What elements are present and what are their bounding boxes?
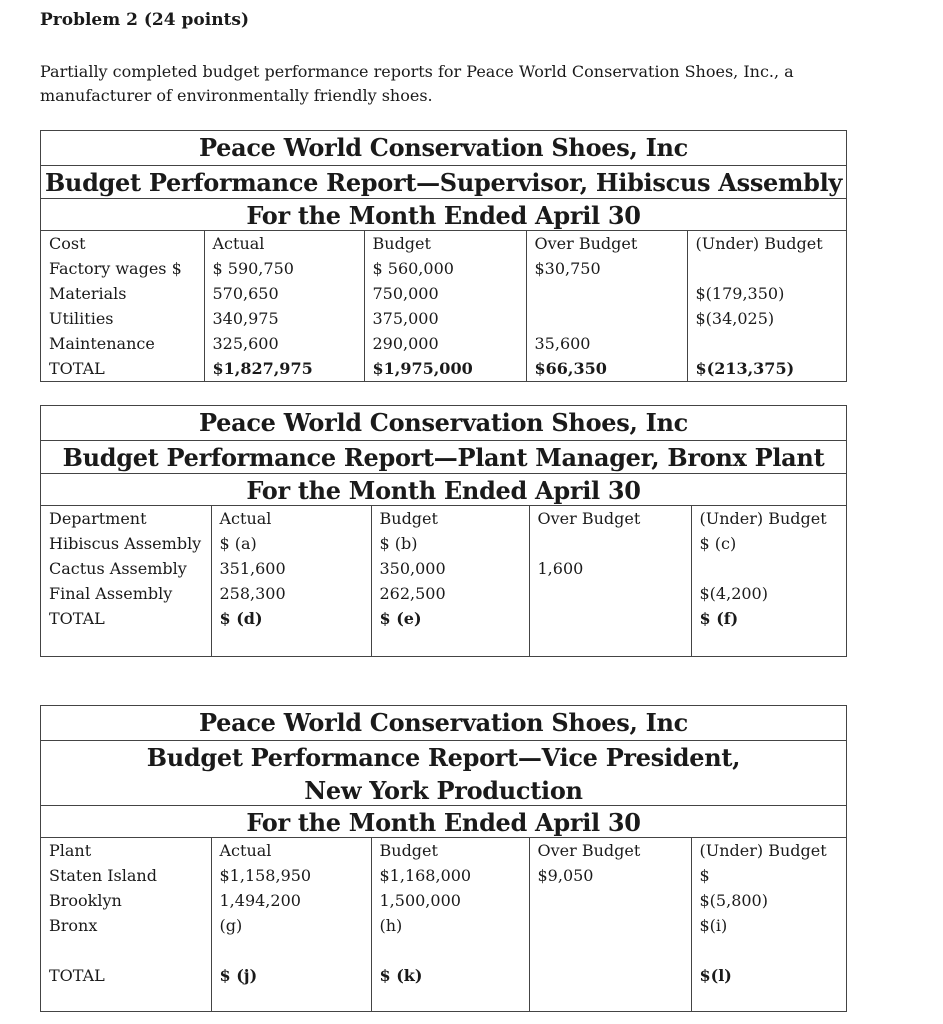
total-cell: $ (e) <box>371 606 529 656</box>
column-header: Over Budget <box>529 838 691 863</box>
report-period: For the Month Ended April 30 <box>41 806 846 838</box>
table-row <box>41 256 848 281</box>
report-table <box>41 506 848 656</box>
total-label: TOTAL <box>49 359 105 378</box>
table-row <box>41 331 848 356</box>
table-row <box>41 281 848 306</box>
column-header: (Under) Budget <box>691 838 848 863</box>
cell: $ <box>691 863 848 888</box>
cell: Final Assembly <box>49 584 173 603</box>
column-header: Budget <box>364 231 526 256</box>
total-cell: $(213,375) <box>687 356 848 381</box>
report-table <box>41 838 848 1011</box>
cell: Bronx <box>49 916 98 935</box>
total-cell: $ (j) <box>211 963 371 1011</box>
table-row <box>41 863 848 888</box>
column-header: Actual <box>204 231 364 256</box>
total-row <box>41 356 848 381</box>
total-cell: $1,975,000 <box>364 356 526 381</box>
table-header-row <box>41 231 848 256</box>
report-period: For the Month Ended April 30 <box>41 474 846 506</box>
cell: $(179,350) <box>687 281 848 306</box>
column-header: Department <box>49 509 147 528</box>
cell: 351,600 <box>211 556 371 581</box>
cell: 375,000 <box>364 306 526 331</box>
cell <box>529 531 691 556</box>
cell: $30,750 <box>526 256 687 281</box>
cell: 262,500 <box>371 581 529 606</box>
cell: Hibiscus Assembly <box>49 534 202 553</box>
total-label: TOTAL <box>49 609 105 628</box>
table-row <box>41 913 848 963</box>
cell: Utilities <box>49 309 114 328</box>
cell <box>526 306 687 331</box>
cell: 1,494,200 <box>211 888 371 913</box>
total-cell: $66,350 <box>526 356 687 381</box>
cell: Brooklyn <box>49 891 122 910</box>
report-title: Budget Performance Report—Plant Manager, Bronx Plant <box>41 441 846 474</box>
cell: $ 560,000 <box>364 256 526 281</box>
report-plant-manager <box>40 405 847 657</box>
cell: $1,158,950 <box>211 863 371 888</box>
table-row <box>41 888 848 913</box>
total-cell <box>529 963 691 1011</box>
report-title: Budget Performance Report—Vice President, New York Production <box>41 741 846 806</box>
cell: $ 590,750 <box>204 256 364 281</box>
problem-heading: Problem 2 (24 points) <box>40 10 250 30</box>
total-row <box>41 963 848 1011</box>
cell: $ (c) <box>691 531 848 556</box>
cell: $ (a) <box>211 531 371 556</box>
cell <box>691 556 848 581</box>
total-cell: $(l) <box>691 963 848 1011</box>
table-header-row <box>41 506 848 531</box>
cell: 1,500,000 <box>371 888 529 913</box>
column-header: Actual <box>211 838 371 863</box>
total-cell: $1,827,975 <box>204 356 364 381</box>
cell: Materials <box>49 284 127 303</box>
column-header: Plant <box>49 841 92 860</box>
cell: $(4,200) <box>691 581 848 606</box>
total-cell: $ (d) <box>211 606 371 656</box>
cell: 570,650 <box>204 281 364 306</box>
cell: Maintenance <box>49 334 155 353</box>
cell: Staten Island <box>49 866 157 885</box>
report-company: Peace World Conservation Shoes, Inc <box>41 131 846 166</box>
cell: $(5,800) <box>691 888 848 913</box>
table-row <box>41 531 848 556</box>
cell: $(i) <box>691 913 848 963</box>
cell: 258,300 <box>211 581 371 606</box>
report-company: Peace World Conservation Shoes, Inc <box>41 706 846 741</box>
column-header: Budget <box>371 838 529 863</box>
cell: 750,000 <box>364 281 526 306</box>
total-row <box>41 606 848 656</box>
column-header: Cost <box>49 234 86 253</box>
table-row <box>41 556 848 581</box>
column-header: Over Budget <box>526 231 687 256</box>
table-row <box>41 306 848 331</box>
report-vice-president <box>40 705 847 1012</box>
column-header: Budget <box>371 506 529 531</box>
cell <box>687 331 848 356</box>
cell: 340,975 <box>204 306 364 331</box>
cell: (h) <box>371 913 529 963</box>
report-company: Peace World Conservation Shoes, Inc <box>41 406 846 441</box>
report-table <box>41 231 848 381</box>
column-header: (Under) Budget <box>691 506 848 531</box>
total-label: TOTAL <box>49 966 105 985</box>
cell: 1,600 <box>529 556 691 581</box>
cell <box>526 281 687 306</box>
cell: $ (b) <box>371 531 529 556</box>
problem-intro: Partially completed budget performance reports for Peace World Conservation Shoes, Inc., a manufacturer of environmentally friendly shoes. <box>40 62 794 105</box>
cell: 325,600 <box>204 331 364 356</box>
cell: 290,000 <box>364 331 526 356</box>
cell: 350,000 <box>371 556 529 581</box>
cell: Cactus Assembly <box>49 559 187 578</box>
cell: 35,600 <box>526 331 687 356</box>
report-title: Budget Performance Report—Supervisor, Hibiscus Assembly <box>41 166 846 199</box>
column-header: Over Budget <box>529 506 691 531</box>
total-cell: $ (f) <box>691 606 848 656</box>
cell <box>529 581 691 606</box>
cell: (g) <box>211 913 371 963</box>
total-cell <box>529 606 691 656</box>
cell: $9,050 <box>529 863 691 888</box>
cell <box>529 913 691 963</box>
table-row <box>41 581 848 606</box>
column-header: (Under) Budget <box>687 231 848 256</box>
table-header-row <box>41 838 848 863</box>
cell: $1,168,000 <box>371 863 529 888</box>
cell: Factory wages $ <box>49 259 182 278</box>
report-period: For the Month Ended April 30 <box>41 199 846 231</box>
cell: $(34,025) <box>687 306 848 331</box>
column-header: Actual <box>211 506 371 531</box>
total-cell: $ (k) <box>371 963 529 1011</box>
report-supervisor <box>40 130 847 382</box>
cell <box>529 888 691 913</box>
cell <box>687 256 848 281</box>
